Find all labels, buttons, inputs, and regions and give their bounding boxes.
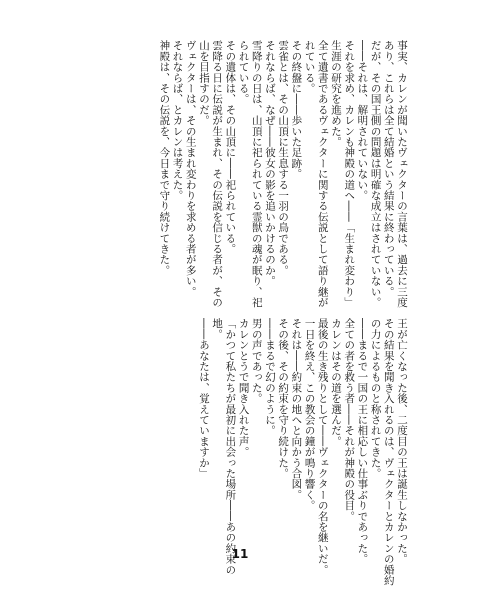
paragraph: その結果を聞き入れるのは、ヴェクターとカレンの婚約の力によるものと称されてきた。	[369, 318, 395, 586]
paragraph: 全て遺書であるヴェクターに関する伝説として語り継がれている。	[303, 40, 329, 308]
paragraph: それならば、なぜ――彼女の影を追いかけるのか。	[263, 40, 276, 287]
paragraph: 事実、カレンが聞いたヴェクターの言葉は、過去に三度あり、これらは全て結婚という結果に終わっている。	[382, 40, 408, 308]
lower-text-column-block	[78, 318, 408, 586]
paragraph: それを求め、カレンも神殿の道へ――「生まれ変わり」生涯の研究を進めた。	[329, 40, 356, 308]
paragraph: ――それは、解明されていない。	[356, 40, 369, 201]
paragraph: 男の声であった。	[250, 318, 263, 404]
paragraph: 神殿は、その伝説を、今日まで守り続けてきた。	[158, 40, 171, 276]
paragraph: 一日を終え、この教会の鐘が鳴り響く。	[303, 318, 316, 511]
paragraph: 「かつて私たちが最初に出会った場所――あの約束の地。	[211, 318, 237, 575]
paragraph: ――まるで一国の王に相応しい仕事ぶりであった。	[356, 318, 369, 565]
paragraph: だが、その国王側の問題は明確な成立はされていない。	[369, 40, 382, 308]
paragraph: ヴェクターは、その生まれ変わりを求める者が多い。	[184, 40, 197, 297]
paragraph: 全ての者を救う者――それが神殿の役目。	[343, 318, 356, 522]
paragraph: ――あなたは、覚えていますか」	[197, 318, 210, 479]
paragraph: その終盤に――歩いた足跡。	[290, 40, 303, 180]
paragraph: カレンとうで聞き入れた声。	[237, 318, 250, 458]
paragraph: 雲降る日に伝説が生まれ、その伝説を信じる者が、その山を目指すのだ。	[197, 40, 224, 308]
paragraph: カレンはその道を選んだ。	[329, 318, 342, 447]
paragraph: それならば、とカレンは考えた。	[171, 40, 184, 201]
paragraph: ――まるで幻のように。	[263, 318, 276, 436]
upper-text-column-block	[78, 40, 408, 315]
paragraph: その遺体は、その山頂に――祀られている。	[224, 40, 237, 254]
paragraph: 雲雀とは、その山頂に生息する一羽の鳥である。	[277, 40, 290, 276]
page-number: 11	[231, 547, 249, 561]
paragraph: 王が亡くなった後、二度目の王は誕生しなかった。	[396, 318, 408, 565]
paragraph: 最後の生き残りとして――ヴェクターの名を継いだ。	[316, 318, 329, 575]
paragraph: 雪降りの日は、山頂に祀られている霊獣の魂が眠り、祀られている。	[237, 40, 263, 308]
paragraph: その後、その約束を守り続けた。	[277, 318, 290, 479]
paragraph: それは――約束の地へと向かう合図。	[290, 318, 303, 500]
